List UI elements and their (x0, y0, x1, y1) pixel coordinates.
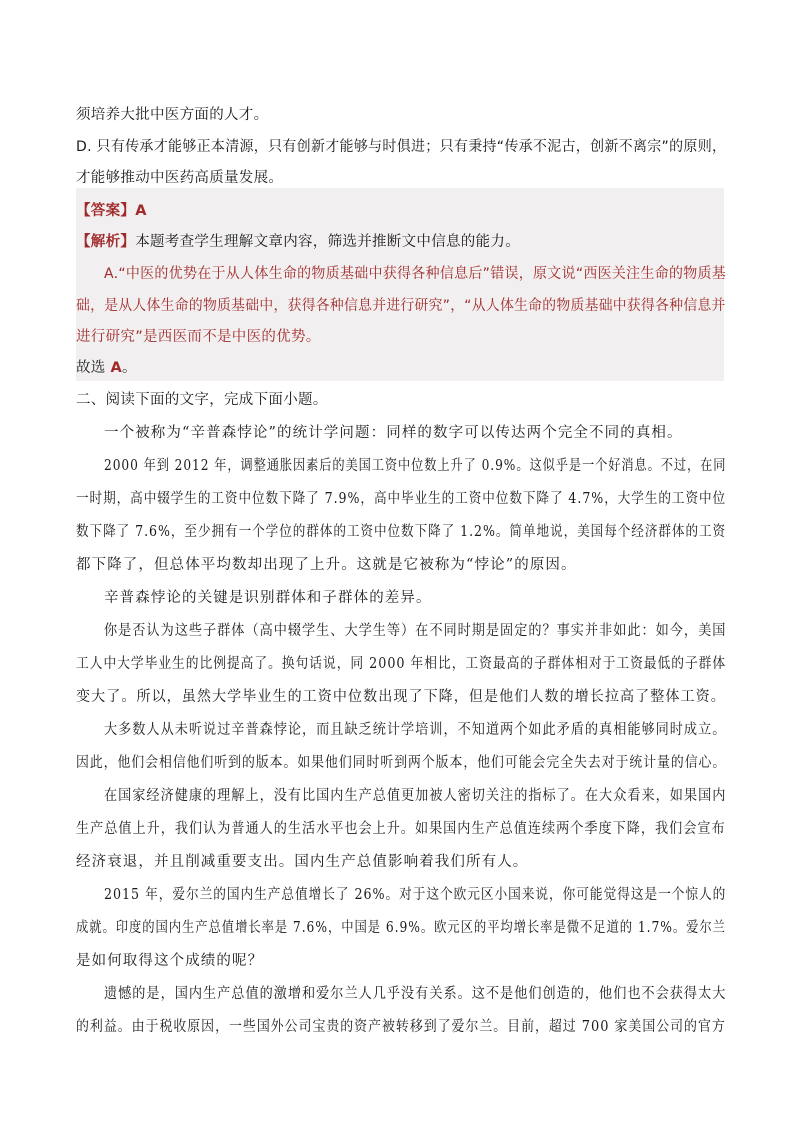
paragraph-2-line2: 一时期，高中辍学生的工资中位数下降了 7.9%，高中毕业生的工资中位数下降了 4.7%，大学生的工资中位 (76, 491, 727, 507)
analysis-line (76, 230, 520, 251)
option-d-line1: D. 只有传承才能够正本清源，只有创新才能够与时俱进；只有秉持“传承不泥古，创新不离宗”的原则， (76, 139, 727, 155)
analysis-a-line2: 础，是从人体生命的物质基础中，获得各种信息并进行研究”，“从人体生命的物质基础中获得各种信息并 (76, 298, 726, 314)
paragraph-8-line1: 遗憾的是，国内生产总值的激增和爱尔兰人几乎没有关系。这不是他们创造的，他们也不会获得太大 (104, 986, 727, 1002)
text-line: 须培养大批中医方面的人才。 (76, 107, 269, 123)
section-heading: 二、阅读下面的文字，完成下面小题。 (76, 392, 328, 408)
paragraph-4-line3: 变大了。所以，虽然大学毕业生的工资中位数出现了下降，但是他们人数的增长拉高了整体工资。 (76, 689, 726, 705)
conclusion-suffix: 。 (122, 360, 137, 376)
paragraph-3: 辛普森悖论的关键是识别群体和子群体的差异。 (104, 590, 432, 606)
analysis-a-line3: 进行研究”是西医而不是中医的优势。 (76, 329, 321, 345)
answer-value: A (135, 203, 147, 219)
paragraph-7-line2: 成就。印度的国内生产总值增长率是 7.6%，中国是 6.9%。欧元区的平均增长率是微不足道的 1.7%。爱尔兰 (76, 920, 726, 936)
paragraph-7-line1: 2015 年，爱尔兰的国内生产总值增长了 26%。对于这个欧元区小国来说，你可能觉得这是一个惊人的 (104, 887, 727, 903)
paragraph-1: 一个被称为“辛普森悖论”的统计学问题：同样的数字可以传达两个完全不同的真相。 (104, 425, 683, 441)
paragraph-2-line4: 都下降了，但总体平均数却出现了上升。这就是它被称为“悖论”的原因。 (76, 557, 577, 573)
paragraph-6-line3: 经济衰退，并且削减重要支出。国内生产总值影响着我们所有人。 (76, 854, 529, 870)
paragraph-5-line1: 大多数人从未听说过辛普森悖论，而且缺乏统计学培训，不知道两个如此矛盾的真相能够同时成立。 (104, 722, 727, 738)
paragraph-2-line3: 数下降了 7.6%，至少拥有一个学位的群体的工资中位数下降了 1.2%。简单地说，美国每个经济群体的工资 (76, 524, 727, 540)
paragraph-5-line2: 因此，他们会相信他们听到的版本。如果他们同时听到两个版本，他们可能会完全失去对于统计量的信心。 (76, 755, 727, 771)
analysis-text: 本题考查学生理解文章内容，筛选并推断文中信息的能力。 (135, 234, 521, 250)
paragraph-6-line1: 在国家经济健康的理解上，没有比国内生产总值更加被人密切关注的指标了。在大众看来，如果国内 (104, 788, 727, 804)
analysis-label: 【解析】 (76, 234, 136, 250)
paragraph-2-line1: 2000 年到 2012 年，调整通胀因素后的美国工资中位数上升了 0.9%。这似乎是一个好消息。不过，在同 (104, 458, 727, 474)
paragraph-4-line2: 工人中大学毕业生的比例提高了。换句话说，同 2000 年相比，工资最高的子群体相对于工资最低的子群体 (76, 656, 727, 672)
conclusion-prefix: 故选 (76, 360, 111, 376)
answer-line (76, 199, 147, 220)
conclusion-line (76, 356, 137, 377)
analysis-a-line1: A.“中医的优势在于从人体生命的物质基础中获得各种信息后”错误，原文说“西医关注生命的物质基 (104, 266, 727, 282)
paragraph-4-line1: 你是否认为这些子群体（高中辍学生、大学生等）在不同时期是固定的？事实并非如此：如今，美国 (104, 623, 727, 639)
answer-label: 【答案】 (76, 203, 136, 219)
paragraph-7-line3: 是如何取得这个成绩的呢？ (76, 953, 264, 969)
option-d-line2: 才能够推动中医药高质量发展。 (76, 170, 284, 186)
answer-box (76, 188, 727, 381)
paragraph-6-line2: 生产总值上升，我们认为普通人的生活水平也会上升。如果国内生产总值连续两个季度下降，我们会宣布 (76, 821, 726, 837)
conclusion-value: A (110, 360, 123, 376)
paragraph-8-line2: 的利益。由于税收原因，一些国外公司宝贵的资产被转移到了爱尔兰。目前，超过 700 家美国公司的官方 (76, 1019, 726, 1035)
